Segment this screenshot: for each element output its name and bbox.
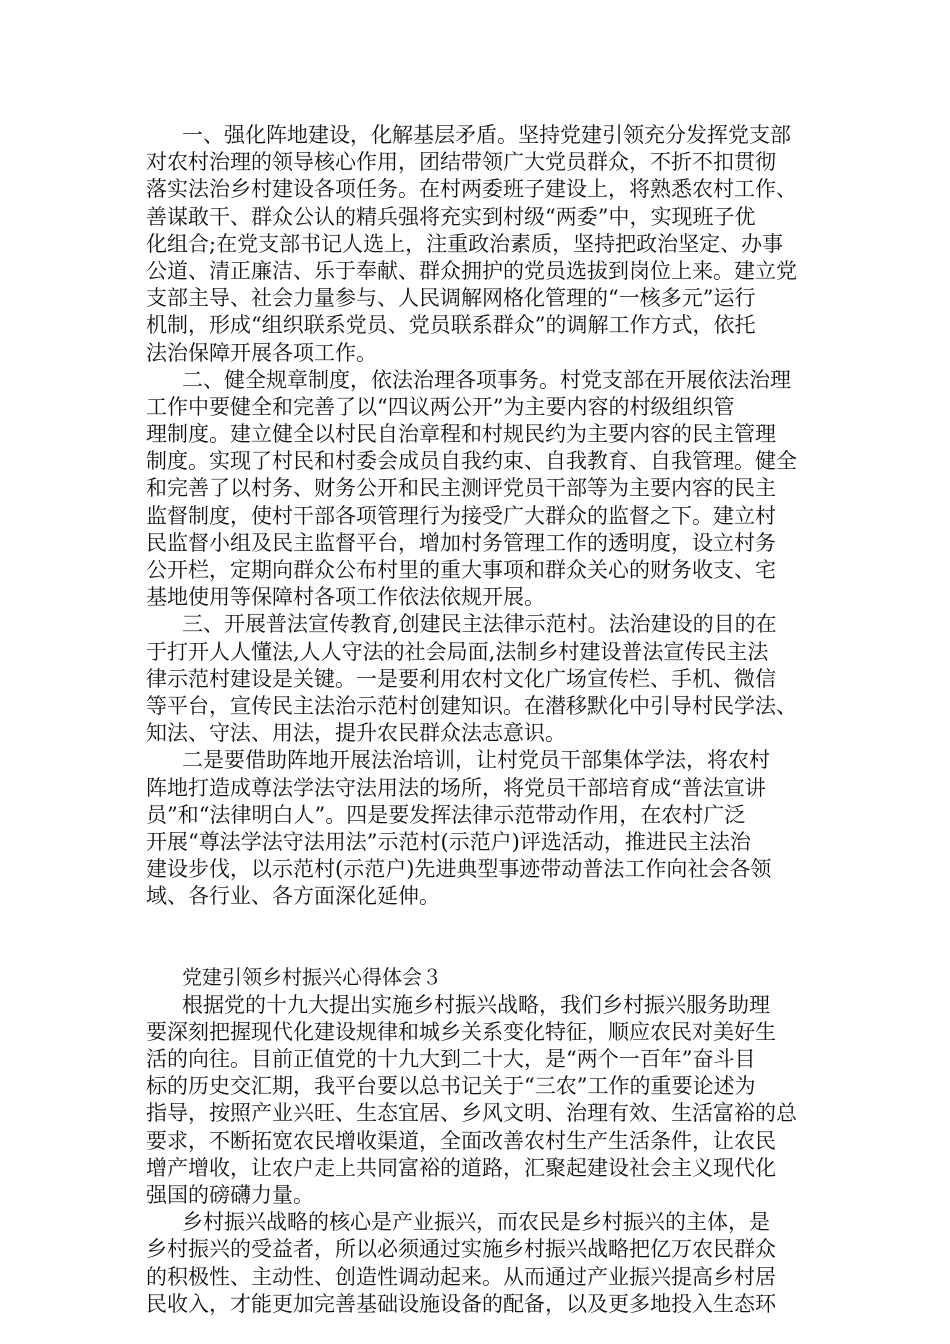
paragraph-3: [146, 611, 808, 747]
text-line: 民监督小组及民主监督平台，增加村务管理工作的透明度，设立村务: [146, 530, 776, 555]
section-title: 党建引领乡村振兴心得体会３: [182, 965, 442, 990]
text-line: 公道、清正廉洁、乐于奉献、群众拥护的党员选拔到岗位上来。建立党: [146, 258, 797, 283]
text-line: 对农村治理的领导核心作用，团结带领广大党员群众，不折不扣贯彻: [146, 150, 776, 175]
text-line: 善谋敢干、群众公认的精兵强将充实到村级“两委”中，实现班子优: [146, 204, 756, 229]
text-line: 要求，不断拓宽农民增收渠道，全面改善农村生产生活条件，让农民: [146, 1128, 776, 1153]
text-line: 等平台，宣传民主法治示范村创建知识。在潜移默化中引导村民学法、: [146, 693, 797, 718]
text-line: 工作中要健全和完善了以“四议两公开”为主要内容的村级组织管: [146, 394, 735, 419]
text-line: 理制度。建立健全以村民自治章程和村规民约为主要内容的民主管理: [146, 422, 776, 447]
text-line: 乡村振兴的受益者，所以必须通过实施乡村振兴战略把亿万农民群众: [146, 1237, 776, 1262]
text-line: 要深刻把握现代化建设规律和城乡关系变化特征，顺应农民对美好生: [146, 1019, 776, 1044]
text-line: 机制，形成“组织联系党员、党员联系群众”的调解工作方式，依托: [146, 313, 756, 338]
text-line: 二、健全规章制度，依法治理各项事务。村党支部在开展依法治理: [182, 367, 791, 392]
paragraph-6: [146, 1209, 808, 1318]
text-line: 知法、守法、用法，提升农民群众法志意识。: [146, 721, 566, 746]
text-line: 的积极性、主动性、创造性调动起来。从而通过产业振兴提高乡村居: [146, 1264, 776, 1289]
text-line: 员”和“法律明白人”。四是要发挥法律示范带动作用，在农村广泛: [146, 802, 746, 827]
text-line: 公开栏，定期向群众公布村里的重大事项和群众关心的财务收支、宅: [146, 558, 776, 582]
text-line: 指导，按照产业兴旺、生态宜居、乡风文明、治理有效、生活富裕的总: [146, 1101, 797, 1126]
text-line: 活的向往。目前正值党的十九大到二十大，是“两个一百年”奋斗目: [146, 1047, 756, 1071]
text-line: 阵地打造成尊法学法守法用法的场所，将党员干部培育成“普法宣讲: [146, 775, 766, 800]
text-line: 根据党的十九大提出实施乡村振兴战略，我们乡村振兴服务助理: [182, 992, 770, 1017]
text-line: 监督制度，使村干部各项管理行为接受广大群众的监督之下。建立村: [146, 503, 776, 528]
text-line: 标的历史交汇期，我平台要以总书记关于“三农”工作的重要论述为: [146, 1074, 756, 1099]
text-line: 乡村振兴战略的核心是产业振兴，而农民是乡村振兴的主体，是: [182, 1210, 770, 1235]
paragraph-1: [146, 122, 808, 367]
text-line: 基地使用等保障村各项工作依法依规开展。: [146, 585, 545, 610]
paragraph-5: [146, 992, 808, 1210]
text-line: 三、开展普法宣传教育,创建民主法律示范村。法治建设的目的在: [182, 612, 777, 637]
text-line: 支部主导、社会力量参与、人民调解网格化管理的“一核多元”运行: [146, 286, 756, 311]
text-line: 开展“尊法学法守法用法”示范村(示范户)评选活动，推进民主法治: [146, 829, 751, 854]
text-line: 和完善了以村务、财务公开和民主测评党员干部等为主要内容的民主: [146, 476, 776, 501]
text-line: 二是要借助阵地开展法治培训，让村党员干部集体学法，将农村: [182, 748, 770, 773]
text-line: 制度。实现了村民和村委会成员自我约束、自我教育、自我管理。健全: [146, 449, 797, 474]
text-line: 化组合;在党支部书记人选上，注重政治素质，坚持把政治坚定、办事: [146, 231, 784, 256]
text-line: 增产增收，让农户走上共同富裕的道路，汇聚起建设社会主义现代化: [146, 1155, 776, 1180]
paragraph-2: [146, 367, 808, 612]
text-line: 一、强化阵地建设，化解基层矛盾。坚持党建引领充分发挥党支部: [182, 123, 791, 147]
text-line: 法治保障开展各项工作。: [146, 340, 377, 365]
text-line: 建设步伐，以示范村(示范户)先进典型事迹带动普法工作向社会各领: [146, 857, 772, 882]
text-line: 于打开人人懂法,人人守法的社会局面,法制乡村建设普法宣传民主法: [146, 639, 769, 664]
paragraph-4: [146, 747, 808, 910]
text-line: 强国的磅礴力量。: [146, 1182, 314, 1207]
document-body: [146, 122, 808, 1318]
text-line: 民收入，才能更加完善基础设施设备的配备，以及更多地投入生态环: [146, 1291, 776, 1316]
text-line: 域、各行业、各方面深化延伸。: [146, 884, 440, 909]
text-line: 律示范村建设是关键。一是要利用农村文化广场宣传栏、手机、微信: [146, 666, 776, 691]
text-line: 落实法治乡村建设各项任务。在村两委班子建设上，将熟悉农村工作、: [146, 177, 797, 202]
section-spacer: [146, 910, 808, 964]
